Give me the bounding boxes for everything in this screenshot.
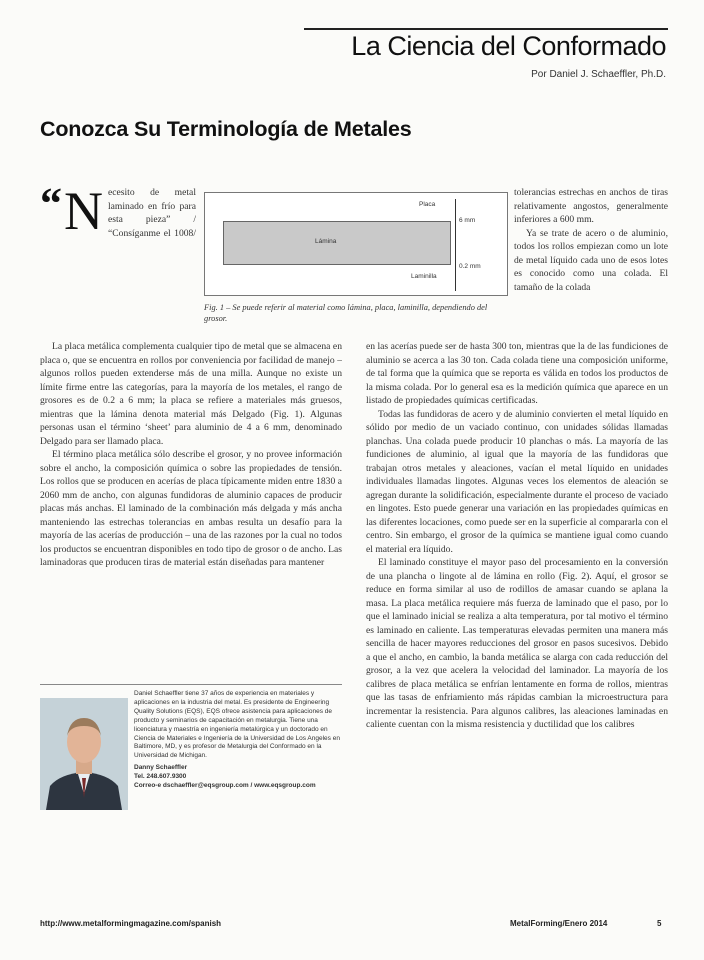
intro-paragraph: ecesito de metal laminado en frío para esta pieza” / “Consíganme el 1008/ xyxy=(108,187,196,238)
header-rule xyxy=(304,28,668,30)
right-paragraph-3: El laminado constituye el mayor paso del procesamiento en la conversión de una plancha o lingote al de lámina en rollo (Fig. 2). Aquí, el grosor se reduce en forma similar al uso de rodillos de amasar cuando se aplana la masa. La placa metálica requiere más fuerza de laminado que el paso, por lo que el laminado inicial se realiza a alta temperatura, por tal motivo el término es laminado en caliente. Las temperaturas elevadas permiten una manera más sencilla de hacer mayores reducciones del grosor en pasos sucesivos. Debido a que el ancho, en cambio, la banda metálica se alarga con cada reducción del grosor, a la vez que acelera la velocidad del laminador. La mayoría de los calibres de placa metálica se enfrían lentamente en forma de rollos, mientras que las tasas de enfriamiento más rápidas cambian la microestructura para incrementar la resistencia. Para algunos calibres, las aleaciones laminadas en caliente cuentan con la misma resistencia y ductilidad que los calibres xyxy=(366,557,668,730)
bio-rule xyxy=(40,684,342,685)
author-contact[interactable]: Correo-e dschaeffler@eqsgroup.com / www.eqsgroup.com xyxy=(134,782,316,790)
label-foil: Laminilla xyxy=(411,273,437,280)
right-column-top xyxy=(514,186,668,336)
label-dim-top: 6 mm xyxy=(459,217,476,224)
figure-caption: Fig. 1 – Se puede referir al material como lámina, placa, laminilla, dependiendo del grosor. xyxy=(204,303,488,323)
label-dim-bottom: 0.2 mm xyxy=(459,263,481,270)
intro-wrap-top xyxy=(108,186,196,238)
dimension-line xyxy=(455,199,456,291)
author-portrait-icon xyxy=(40,698,128,810)
right-column xyxy=(366,340,668,910)
right-paragraph-2: Todas las fundidoras de acero y de aluminio convierten el metal líquido en sólido por medio de un vaciado continuo, con unidades sólidas llamadas planchas. Una colada puede producir 10 planchas o más. La mayoría de las fundiciones de aluminio, al igual que la mayoría de las fundidoras que trabajan otros metales y aleaciones, vacían el metal líquido en unidades individuales llamadas lingotes. Algunas veces los elementos de aleación se agregan durante la solidificación, especialmente durante el proceso de vaciado en lingotes. Esto puede generar una variación en las propiedades químicas en las diferentes locaciones, como puede ser en la superficie al compararla con el centro. Sin embargo, el grosor de la química se mantiene igual como cuando el material era líquido. xyxy=(366,408,668,555)
sheet-diagram xyxy=(223,221,451,265)
left-paragraph-1: La placa metálica complementa cualquier tipo de metal que se almacena en placa o, que se encuentra en rollos por conveniencia por facilidad de manejo – algunos rollos pueden extenderse más de una milla. Aunque no existe un límite firme entre las categorías, para la mayoría de los metales, el rango de grosores es de 0.2 a 6 mm; la placa se refiere a materiales más gruesos, mientras que la lámina denota material más Delgado (Fig. 1). Algunas personas usan el término ‘sheet’ para aluminio de 4 a 6 mm, denominado Delgado para ser llamado placa. xyxy=(40,341,342,447)
left-paragraph-2: El término placa metálica sólo describe el grosor, y no provee información sobre el ancho, la composición química o sobre las propiedades de tensión. Los rollos que se producen en acerías de placa típicamente miden entre 1830 a 2060 mm de ancho, con algunas fundidoras de aluminio capaces de producir placas más anchas. El laminado de la combinación más delgada y más ancha manteniendo las estrechas tolerancias en ambas resulta un desafío para la mayoría de las acerías de producción – una de las razones por la cual no todos los productos se encuentran disponibles en todo tipo de grosor o de ancho. Las laminadoras que producen tiras de material están diseñadas para mantener xyxy=(40,449,342,568)
left-column xyxy=(40,340,342,680)
footer-issue: MetalForming/Enero 2014 xyxy=(510,919,608,928)
label-sheet: Lámina xyxy=(315,238,337,245)
label-plate: Placa xyxy=(419,201,436,208)
article-title: Conozca Su Terminología de Metales xyxy=(40,117,412,141)
intro-continued xyxy=(40,240,196,336)
byline: Por Daniel J. Schaeffler, Ph.D. xyxy=(531,69,666,80)
author-photo xyxy=(40,698,128,810)
drop-quote: “ xyxy=(40,179,62,228)
footer-url[interactable]: http://www.metalformingmagazine.com/spanish xyxy=(40,919,222,928)
right-top-paragraph-1: tolerancias estrechas en anchos de tiras relativamente angostos, generalmente inferiores a 600 mm. xyxy=(514,187,668,225)
bio-text: Daniel Schaeffler tiene 37 años de experiencia en materiales y aplicaciones en la industria del metal. Es presidente de Engineering Quality Solutions (EQS), EQS ofrece asistencia para aplicaciones de producto y seminarios de capacitación en metalurgia. Tiene una licenciatura y maestría en ingeniería metalúrgica y un doctorado en Ciencia de Materiales e Ingeniería de la Universidad de Los Angeles en Baltimore, MD, y es profesor de Metalurgia del Conformado en la Universidad de Michigan. xyxy=(134,690,340,760)
section-title: La Ciencia del Conformado xyxy=(351,31,666,61)
right-paragraph-1: en las acerías puede ser de hasta 300 ton, mientras que la de las fundiciones de aluminio se acerca a las 30 ton. Cada colada tiene una composición uniforme, de tal forma que la química que se reporta es válida en todos los productos de la misma colada. Por lo general esa es la medición química que aparece en un listado de propiedades químicas certificadas. xyxy=(366,341,668,406)
drop-cap: N xyxy=(64,181,103,241)
author-name: Danny Schaeffler xyxy=(134,764,188,772)
figure-1 xyxy=(204,192,508,296)
author-phone: Tel. 248.607.9300 xyxy=(134,773,187,781)
right-top-paragraph-2: Ya se trate de acero o de aluminio, todos los rollos empiezan como un lote de metal líquido cada uno de esos lotes es conocido como una colada. El tamaño de la colada xyxy=(514,227,668,293)
footer-page-number: 5 xyxy=(657,919,662,928)
author-bio xyxy=(134,690,340,791)
